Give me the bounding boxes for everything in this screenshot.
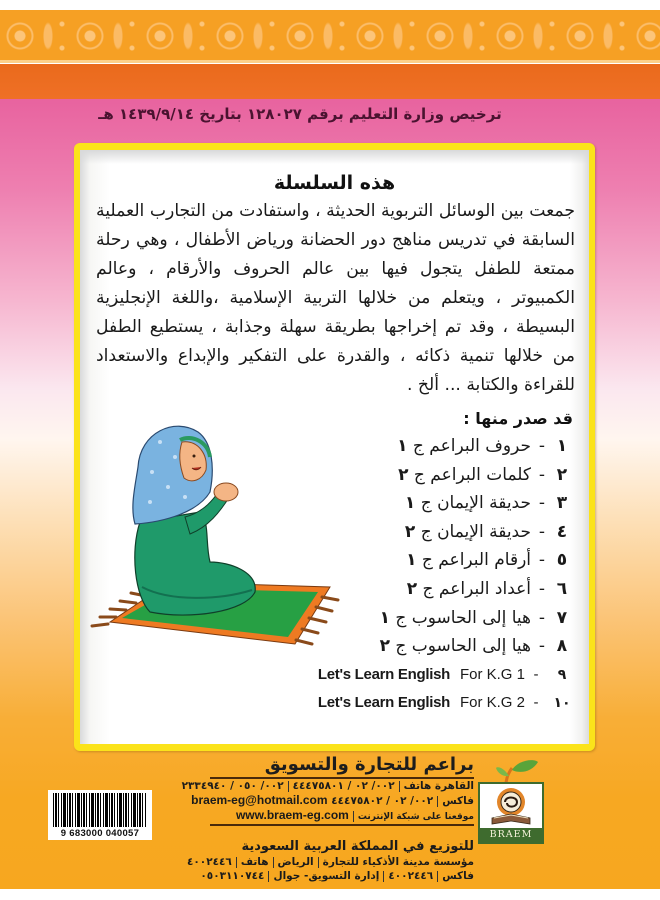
barcode-icon xyxy=(53,793,147,827)
website-line: موقعنا على شبكة الإنترنتwww.braem-eg.com xyxy=(235,808,474,822)
ornament-divider xyxy=(0,60,660,63)
distribution-title: للتوزيع في المملكة العربية السعودية xyxy=(241,839,474,854)
publisher-name: براعم للتجارة والتسويق xyxy=(264,754,474,775)
series-title: هذه السلسلة xyxy=(273,172,396,194)
email-link[interactable]: braem-eg@hotmail.com xyxy=(191,793,328,807)
distributor-fax-line: فاكس٤٠٠٢٤٤٦إدارة التسويق- جوال٠٥٠٣١١٠٧٤٤ xyxy=(200,870,474,882)
orange-stripe xyxy=(0,64,660,99)
isbn-barcode xyxy=(48,790,152,840)
ministry-license: ترخيص وزارة التعليم برقم ١٢٨٠٢٧ بتاريخ ١٤٣٩/٩/١٤ هـ xyxy=(98,105,502,123)
book-item: ٣-حديقة الإيمان ج ١ xyxy=(404,493,568,514)
series-panel xyxy=(80,150,589,744)
logo-text: BRAEM xyxy=(480,828,542,842)
floral-ornament-band xyxy=(0,10,660,62)
divider xyxy=(210,824,474,826)
braem-logo xyxy=(478,758,544,844)
website-link[interactable]: www.braem-eg.com xyxy=(235,808,349,822)
book-emblem-icon xyxy=(480,784,542,828)
fax-and-email: فاكس٠٠٢/ ٠٢ / ٤٤٤٧٥٨٠٢ braem-eg@hotmail.com xyxy=(191,793,474,807)
book-item: ٨-هيا إلى الحاسوب ج ٢ xyxy=(379,636,568,657)
book-item: ١-حروف البراعم ج ١ xyxy=(397,436,568,456)
book-item: ٥-أرقام البراعم ج ١ xyxy=(406,550,568,571)
series-panel-frame xyxy=(74,143,595,751)
contact-info xyxy=(174,779,474,824)
english-book-item: Let's Learn English For K.G 2 - ١٠ xyxy=(317,694,571,712)
book-item: ٤-حديقة الإيمان ج ٢ xyxy=(404,521,568,542)
book-item: ٧-هيا إلى الحاسوب ج ١ xyxy=(379,607,568,628)
english-book-item: Let's Learn English For K.G 1 - ٩ xyxy=(317,665,567,683)
published-label: قد صدر منها : xyxy=(463,409,573,428)
distributor-line: مؤسسة مدينة الأذكياء للتجارةالرياضهاتف٤٠٠٢٤٤٦ xyxy=(186,856,474,868)
book-item: ٦-أعداد البراعم ج ٢ xyxy=(406,578,568,599)
published-books-list xyxy=(271,432,571,718)
saudi-distribution xyxy=(144,839,474,883)
cairo-phones: القاهرة هاتف٠٠٢/ ٠٢ / ٤٤٤٧٥٨٠١٠٠٢/ ٠٥٠ / ٢٣٣٤٩٤٠ xyxy=(181,780,474,792)
barcode-number: 9 683000 040057 xyxy=(60,828,140,839)
publisher-footer xyxy=(0,752,660,889)
book-item: ٢-كلمات البراعم ج ٢ xyxy=(398,464,568,485)
series-description: جمعت بين الوسائل التربوية الحديثة ، واستفادت من التجارب العملية السابقة في تدريس مناهج دور الحضانة ورياض الأطفال ، وهي رحلة ممتعة للطفل يتجول فيها بين عالم الحروف والأرقام ، وعالم الكمبيوتر ، ويتعلم من خلالها التربية الإسلامية ،واللغة الإنجليزية البسيطة ، وقد تم إخراجها بطريقة سهلة وجذابة ، يستطيع الطفل من خلالها تنمية ذكائه ، والقدرة على التفكير والإبداع والاستعداد للقراءة والكتابة ... ألخ . xyxy=(96,201,575,395)
